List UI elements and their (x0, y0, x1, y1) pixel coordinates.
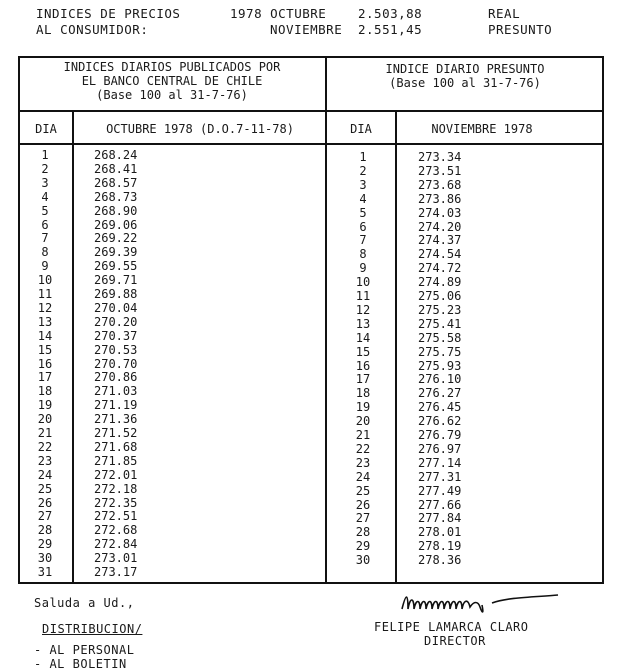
day-number: 19 (37, 398, 53, 413)
index-value: 276.97 (418, 441, 462, 456)
noviembre-row (18, 372, 604, 386)
index-value: 276.62 (418, 414, 462, 429)
index-value: 275.23 (418, 302, 462, 317)
index-value: 274.89 (418, 275, 462, 290)
day-number: 15 (355, 344, 371, 359)
index-value: 275.75 (418, 344, 462, 359)
table-rule-title (18, 110, 604, 112)
index-value: 268.57 (94, 175, 138, 190)
day-number: 30 (37, 551, 53, 566)
day-number: 18 (355, 386, 371, 401)
day-number: 20 (355, 414, 371, 429)
day-number: 1 (41, 148, 49, 162)
day-number: 5 (41, 203, 49, 218)
noviembre-row (18, 314, 604, 331)
day-number: 4 (41, 189, 49, 204)
noviembre-row (18, 300, 604, 317)
noviembre-row (18, 275, 604, 289)
day-number: 3 (359, 177, 367, 192)
day-number: 8 (41, 245, 49, 260)
index-value: 268.41 (94, 161, 138, 176)
greeting-text: Saluda a Ud., (34, 596, 135, 610)
index-value: 272.18 (94, 481, 138, 496)
header-status-line2: PRESUNTO (488, 22, 553, 37)
index-value: 272.01 (94, 467, 138, 482)
index-value: 278.19 (418, 539, 462, 554)
header-period-line2: NOVIEMBRE (270, 22, 343, 37)
index-value: 269.88 (94, 287, 138, 301)
col-header-noviembre: NOVIEMBRE 1978 (431, 122, 533, 136)
noviembre-row (18, 203, 604, 220)
noviembre-row (18, 453, 604, 470)
index-value: 278.01 (418, 525, 462, 540)
noviembre-row (18, 386, 604, 400)
day-number: 22 (355, 441, 371, 456)
noviembre-row (18, 539, 604, 553)
day-number: 16 (355, 358, 371, 373)
index-value: 270.86 (94, 370, 138, 385)
index-value: 275.58 (418, 330, 462, 345)
day-number: 2 (359, 163, 367, 178)
index-value: 276.10 (418, 372, 462, 387)
noviembre-row (18, 175, 604, 192)
day-number: 23 (355, 455, 371, 470)
noviembre-row (18, 261, 604, 275)
day-number: 7 (41, 231, 49, 246)
table-border-bottom (18, 582, 604, 584)
day-number: 29 (37, 537, 53, 552)
signer-name: FELIPE LAMARCA CLARO (374, 620, 529, 634)
index-value: 274.37 (418, 233, 462, 248)
day-number: 6 (359, 219, 367, 234)
index-value: 269.55 (94, 259, 138, 274)
noviembre-row (18, 439, 604, 456)
day-number: 24 (355, 469, 371, 484)
left-title-line1: INDICES DIARIOS PUBLICADOS POR (63, 60, 281, 74)
index-value: 275.41 (418, 316, 462, 331)
day-number: 19 (355, 400, 371, 415)
table-border-top (18, 56, 604, 58)
index-value: 270.37 (94, 328, 138, 343)
index-value: 271.19 (94, 398, 138, 413)
noviembre-row (18, 481, 604, 498)
header-value-line1: 2.503,88 (358, 6, 423, 21)
noviembre-row (18, 247, 604, 261)
index-value: 270.20 (94, 314, 138, 329)
noviembre-row (18, 217, 604, 234)
index-value: 273.86 (418, 191, 462, 206)
header-left-line1: INDICES DE PRECIOS (36, 6, 181, 21)
index-value: 272.35 (94, 495, 138, 510)
index-value: 275.93 (418, 358, 462, 373)
noviembre-row (18, 414, 604, 428)
index-value: 268.90 (94, 203, 138, 218)
index-value: 273.17 (94, 565, 138, 579)
day-number: 2 (41, 161, 49, 176)
day-number: 26 (37, 495, 53, 510)
index-value: 271.52 (94, 426, 138, 440)
day-number: 28 (37, 523, 53, 538)
day-number: 4 (359, 191, 367, 206)
noviembre-row (18, 525, 604, 539)
noviembre-row (18, 428, 604, 442)
day-number: 22 (37, 439, 53, 454)
index-value: 272.84 (94, 537, 138, 552)
index-value: 274.03 (418, 205, 462, 220)
index-value: 271.85 (94, 453, 138, 468)
day-number: 11 (37, 287, 53, 301)
index-value: 269.22 (94, 231, 138, 246)
distribution-item-boletin: - AL BOLETIN (34, 657, 127, 671)
noviembre-row (18, 511, 604, 525)
day-number: 24 (37, 467, 53, 482)
noviembre-row (18, 233, 604, 247)
index-value: 269.06 (94, 217, 138, 232)
index-value: 274.54 (418, 247, 462, 262)
noviembre-row (18, 553, 604, 567)
index-value: 268.24 (94, 148, 138, 162)
header-value-line2: 2.551,45 (358, 22, 423, 37)
col-header-dia-left: DIA (35, 122, 57, 136)
noviembre-row (18, 161, 604, 178)
noviembre-row (18, 342, 604, 359)
day-number: 7 (359, 233, 367, 248)
index-value: 277.84 (418, 511, 462, 526)
day-number: 10 (37, 273, 53, 288)
noviembre-row (18, 495, 604, 512)
index-value: 275.06 (418, 289, 462, 303)
day-number: 9 (359, 261, 367, 276)
day-number: 12 (355, 302, 371, 317)
index-table (18, 56, 604, 584)
octubre-row (18, 565, 604, 579)
day-number: 10 (355, 275, 371, 290)
noviembre-row (18, 356, 604, 373)
noviembre-row (18, 467, 604, 484)
noviembre-row (18, 189, 604, 206)
day-number: 27 (37, 509, 53, 524)
distribution-label: DISTRIBUCION/ (42, 622, 143, 636)
header-status-line1: REAL (488, 6, 521, 21)
day-number: 14 (355, 330, 371, 345)
index-value: 270.70 (94, 356, 138, 371)
index-value: 278.36 (418, 553, 462, 568)
index-value: 269.39 (94, 245, 138, 260)
index-value: 274.72 (418, 261, 462, 276)
day-number: 30 (355, 553, 371, 568)
noviembre-row (18, 328, 604, 345)
col-header-dia-right: DIA (350, 122, 372, 136)
index-value: 271.68 (94, 439, 138, 454)
left-title-line2: EL BANCO CENTRAL DE CHILE (81, 74, 263, 88)
distribution-item-personal: - AL PERSONAL (34, 643, 135, 657)
day-number: 21 (37, 426, 53, 440)
day-number: 15 (37, 342, 53, 357)
day-number: 12 (37, 300, 53, 315)
index-value: 270.04 (94, 300, 138, 315)
index-value: 277.14 (418, 455, 462, 470)
index-value: 276.79 (418, 428, 462, 442)
day-number: 8 (359, 247, 367, 262)
day-number: 9 (41, 259, 49, 274)
day-number: 20 (37, 412, 53, 427)
day-number: 17 (37, 370, 53, 385)
index-value: 270.53 (94, 342, 138, 357)
noviembre-row (18, 289, 604, 303)
signer-title: DIRECTOR (424, 634, 486, 648)
header-period-line1: 1978 OCTUBRE (230, 6, 327, 21)
index-value: 271.36 (94, 412, 138, 427)
index-value: 276.27 (418, 386, 462, 401)
day-number: 11 (355, 289, 371, 303)
day-number: 14 (37, 328, 53, 343)
index-value: 268.73 (94, 189, 138, 204)
day-number: 3 (41, 175, 49, 190)
index-value: 276.45 (418, 400, 462, 415)
index-value: 272.68 (94, 523, 138, 538)
noviembre-row (18, 400, 604, 414)
right-title-line1: INDICE DIARIO PRESUNTO (385, 62, 545, 76)
index-value: 277.66 (418, 497, 462, 512)
index-value: 273.51 (418, 163, 462, 178)
day-number: 31 (37, 565, 53, 579)
header-left-line2: AL CONSUMIDOR: (36, 22, 149, 37)
index-value: 273.01 (94, 551, 138, 566)
day-number: 1 (359, 150, 367, 164)
day-number: 25 (37, 481, 53, 496)
index-value: 269.71 (94, 273, 138, 288)
day-number: 27 (355, 511, 371, 526)
col-header-octubre: OCTUBRE 1978 (D.O.7-11-78) (106, 122, 294, 136)
day-number: 18 (37, 384, 53, 399)
day-number: 29 (355, 539, 371, 554)
day-number: 5 (359, 205, 367, 220)
day-number: 25 (355, 483, 371, 498)
signature-image (398, 589, 568, 617)
index-value: 277.31 (418, 469, 462, 484)
left-title-line3: (Base 100 al 31-7-76) (96, 88, 248, 102)
index-value: 273.68 (418, 177, 462, 192)
noviembre-row (18, 150, 604, 164)
day-number: 6 (41, 217, 49, 232)
day-number: 13 (355, 316, 371, 331)
day-number: 28 (355, 525, 371, 540)
day-number: 26 (355, 497, 371, 512)
day-number: 16 (37, 356, 53, 371)
index-value: 271.03 (94, 384, 138, 399)
day-number: 17 (355, 372, 371, 387)
index-value: 274.20 (418, 219, 462, 234)
day-number: 21 (355, 428, 371, 442)
right-title-line2: (Base 100 al 31-7-76) (389, 76, 541, 90)
index-value: 272.51 (94, 509, 138, 524)
index-value: 273.34 (418, 150, 462, 164)
day-number: 23 (37, 453, 53, 468)
index-value: 277.49 (418, 483, 462, 498)
day-number: 13 (37, 314, 53, 329)
table-rule-colheads (18, 143, 604, 145)
